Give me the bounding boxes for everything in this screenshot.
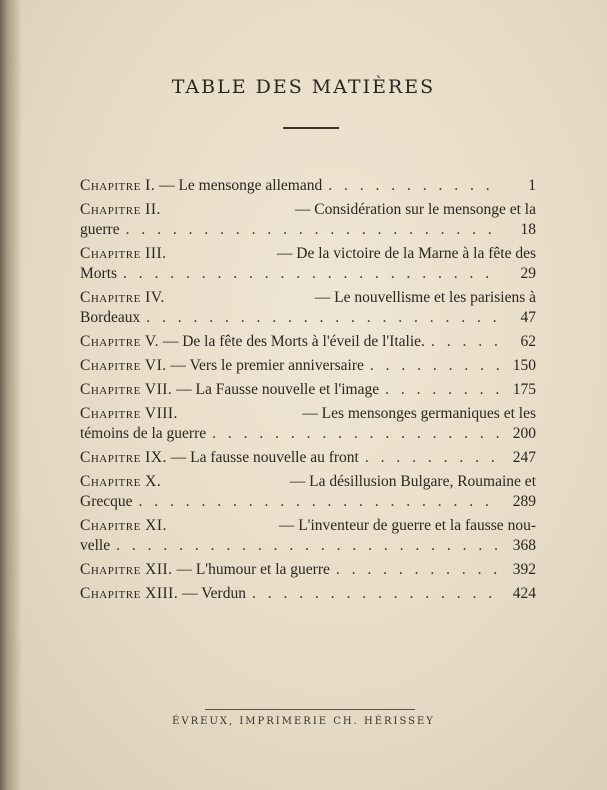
chapter-title: — L'humour et la guerre: [176, 561, 330, 578]
chapter-title: Grecque: [80, 493, 133, 510]
toc-entry-line: [80, 560, 536, 580]
chapter-number: Chapitre XIII.: [80, 585, 179, 602]
dot-leader: [328, 176, 502, 196]
toc-entry[interactable]: [80, 176, 536, 196]
toc-entry-line: [80, 536, 536, 556]
chapter-number: Chapitre IV.: [80, 289, 165, 306]
toc-entry[interactable]: [80, 584, 536, 604]
chapter-title: — De la fête des Morts à l'éveil de l'Italie.: [162, 333, 425, 350]
chapter-title: — La fausse nouvelle au front: [170, 449, 359, 466]
chapter-title: — Les mensonges germaniques et les: [302, 405, 536, 422]
toc-entry-line: [80, 404, 536, 424]
chapter-title: — De la victoire de la Marne à la fête des: [276, 245, 536, 262]
page-number: 175: [512, 381, 536, 398]
toc-entry-line: [80, 176, 536, 196]
toc-entry[interactable]: [80, 560, 536, 580]
dot-leader: [365, 448, 502, 468]
chapter-number: Chapitre IX.: [80, 449, 167, 466]
chapter-title: Morts: [80, 265, 118, 282]
chapter-title: — Le mensonge allemand: [159, 177, 323, 194]
toc-entry-line: [80, 288, 536, 308]
chapter-number: Chapitre VII.: [80, 381, 173, 398]
chapter-title: — Considération sur le mensonge et la: [294, 201, 536, 218]
chapter-title: — Vers le premier anniversaire: [170, 357, 364, 374]
toc-entry-line: [80, 492, 536, 512]
toc-entry[interactable]: [80, 244, 536, 284]
page-number: 18: [520, 221, 536, 238]
page-title: TABLE DES MATIÈRES: [171, 76, 436, 98]
chapter-number: Chapitre X.: [80, 473, 162, 490]
page-number: 1: [528, 177, 536, 194]
dot-leader: [139, 492, 503, 512]
toc-entry-line: [80, 244, 536, 264]
toc-entry[interactable]: [80, 288, 536, 328]
chapter-title: témoins de la guerre: [80, 425, 207, 442]
chapter-number: Chapitre II.: [80, 201, 161, 218]
toc-entry-line: [80, 380, 536, 400]
chapter-number: Chapitre I.: [80, 177, 156, 194]
page-number: 247: [512, 449, 536, 466]
title-rule: [283, 127, 339, 129]
chapter-title: — La Fausse nouvelle et l'image: [176, 381, 380, 398]
dot-leader: [212, 424, 502, 444]
toc-entry[interactable]: [80, 448, 536, 468]
dot-leader: [116, 536, 502, 556]
toc-entry[interactable]: [80, 404, 536, 444]
toc-entry-line: [80, 220, 536, 240]
dot-leader: [123, 264, 502, 284]
printer-imprint: ÉVREUX, IMPRIMERIE CH. HÉRISSEY: [172, 716, 435, 727]
toc-entry-line: [80, 516, 536, 536]
page-number: 289: [512, 493, 536, 510]
table-of-contents: [80, 176, 536, 608]
chapter-title: — Verdun: [182, 585, 246, 602]
chapter-title: Bordeaux: [80, 309, 141, 326]
dot-leader: [146, 308, 502, 328]
dot-leader: [385, 380, 502, 400]
toc-entry[interactable]: [80, 472, 536, 512]
chapter-title: velle: [80, 537, 111, 554]
imprint-rule: [205, 709, 415, 710]
toc-entry[interactable]: [80, 356, 536, 376]
dot-leader: [370, 356, 502, 376]
toc-entry[interactable]: [80, 200, 536, 240]
toc-entry-line: [80, 472, 536, 492]
page-number: 47: [520, 309, 536, 326]
page-number: 368: [512, 537, 536, 554]
dot-leader: [252, 584, 502, 604]
dot-leader: [336, 560, 502, 580]
toc-entry-line: [80, 264, 536, 284]
page-number: 62: [520, 333, 536, 350]
page-number: 424: [512, 585, 536, 602]
toc-entry-line: [80, 584, 536, 604]
toc-entry-line: [80, 200, 536, 220]
chapter-title: — Le nouvellisme et les parisiens à: [314, 289, 536, 306]
toc-entry[interactable]: [80, 380, 536, 400]
page-number: 29: [520, 265, 536, 282]
spine-shadow: [0, 0, 22, 790]
toc-entry-line: [80, 424, 536, 444]
page-number: 200: [512, 425, 536, 442]
page-number: 150: [512, 357, 536, 374]
toc-entry-line: [80, 448, 536, 468]
chapter-number: Chapitre VI.: [80, 357, 167, 374]
toc-entry-line: [80, 332, 536, 352]
chapter-title: — La désillusion Bulgare, Roumaine et: [289, 473, 536, 490]
chapter-number: Chapitre VIII.: [80, 405, 178, 422]
toc-entry-line: [80, 308, 536, 328]
chapter-number: Chapitre XI.: [80, 517, 167, 534]
dot-leader: [431, 332, 502, 352]
toc-entry-line: [80, 356, 536, 376]
toc-entry[interactable]: [80, 332, 536, 352]
chapter-title: — L'inventeur de guerre et la fausse nou-: [278, 517, 536, 534]
chapter-number: Chapitre III.: [80, 245, 167, 262]
page-number: 392: [512, 561, 536, 578]
dot-leader: [126, 220, 502, 240]
chapter-title: guerre: [80, 221, 120, 238]
chapter-number: Chapitre V.: [80, 333, 159, 350]
toc-entry[interactable]: [80, 516, 536, 556]
chapter-number: Chapitre XII.: [80, 561, 173, 578]
